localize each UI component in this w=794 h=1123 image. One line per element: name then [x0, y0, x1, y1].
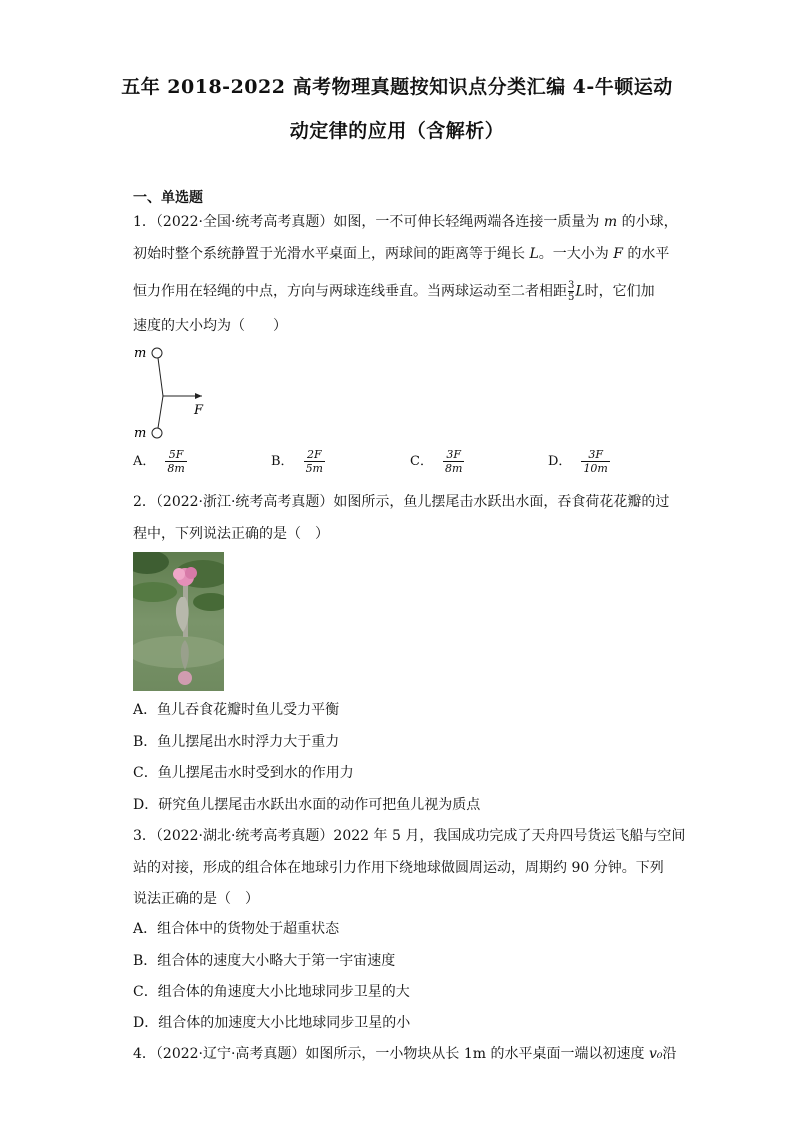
q2-option-c[interactable]: C．鱼儿摆尾击水时受到水的作用力: [133, 765, 354, 781]
q1-fig-rope-lower: [158, 396, 163, 428]
q1-fig-bottom-ball: [152, 428, 162, 438]
title-line-2: 动定律的应用（含解析）: [289, 120, 505, 142]
fish-lotus-photo: [133, 552, 224, 691]
q3-line-2: 站的对接，形成的组合体在地球引力作用下绕地球做圆周运动，周期约 90 分钟。下列: [133, 860, 664, 876]
q2-option-d[interactable]: D．研究鱼儿摆尾击水跃出水面的动作可把鱼儿视为质点: [133, 797, 481, 813]
q2-option-a[interactable]: A．鱼儿吞食花瓣时鱼儿受力平衡: [133, 702, 340, 718]
q3-line-3: 说法正确的是（ ）: [133, 891, 259, 907]
q1-line-3: 恒力作用在轻绳的中点，方向与两球连线垂直。当两球运动至二者相距 $\frac{3}{5}$ L时，它们加: [133, 280, 655, 303]
q1-fig-bottom-mass-label: m: [134, 426, 147, 441]
q3-option-d[interactable]: D．组合体的加速度大小比地球同步卫星的小: [133, 1015, 411, 1031]
q2-option-b[interactable]: B．鱼儿摆尾出水时浮力大于重力: [133, 734, 340, 750]
q3-option-a[interactable]: A．组合体中的货物处于超重状态: [133, 921, 340, 937]
q1-fig-rope-upper: [158, 358, 163, 396]
q2-line-1: 2．（2022·浙江·统考高考真题）如图所示，鱼儿摆尾击水跃出水面，吞食荷花花瓣的过: [133, 494, 670, 510]
section-heading: 一、单选题: [133, 190, 203, 206]
q1-line-2: 初始时整个系统静置于光滑水平桌面上，两球间的距离等于绳长 L。一大小为 F 的水平: [133, 246, 670, 262]
q1-option-d[interactable]: D． $\frac{3F}{10m}$: [548, 448, 608, 475]
title-line-1: 五年 2018-2022 高考物理真题按知识点分类汇编 4-牛顿运动: [121, 76, 673, 98]
q1-figure: [130, 342, 210, 442]
q3-line-1: 3．（2022·湖北·统考高考真题）2022 年 5 月，我国成功完成了天舟四号货运飞船与空间: [133, 828, 686, 844]
q1-option-a[interactable]: A． $\frac{5F}{8m}$: [133, 448, 185, 475]
q3-option-b[interactable]: B．组合体的速度大小略大于第一宇宙速度: [133, 953, 396, 969]
q1-line-4: 速度的大小均为（ ）: [133, 318, 287, 334]
q3-option-c[interactable]: C．组合体的角速度大小比地球同步卫星的大: [133, 984, 410, 1000]
q1-option-b[interactable]: B． $\frac{2F}{5m}$: [271, 448, 323, 475]
q2-line-2: 程中，下列说法正确的是（ ）: [133, 526, 329, 542]
q4-line-1: 4．（2022·辽宁·高考真题）如图所示，一小物块从长 1m 的水平桌面一端以初速度 v₀沿: [133, 1046, 677, 1062]
q1-fig-top-ball: [152, 348, 162, 358]
q1-fig-top-mass-label: m: [134, 346, 147, 361]
q1-option-c[interactable]: C． $\frac{3F}{8m}$: [410, 448, 463, 475]
q1-fraction: $\frac{3}{5}$: [568, 280, 575, 303]
q1-fig-force-label: F: [194, 403, 204, 418]
q1-line-1: 1．（2022·全国·统考高考真题）如图，一不可伸长轻绳两端各连接一质量为 m 的小球，: [133, 214, 678, 230]
q1-fig-arrowhead: [195, 393, 202, 399]
